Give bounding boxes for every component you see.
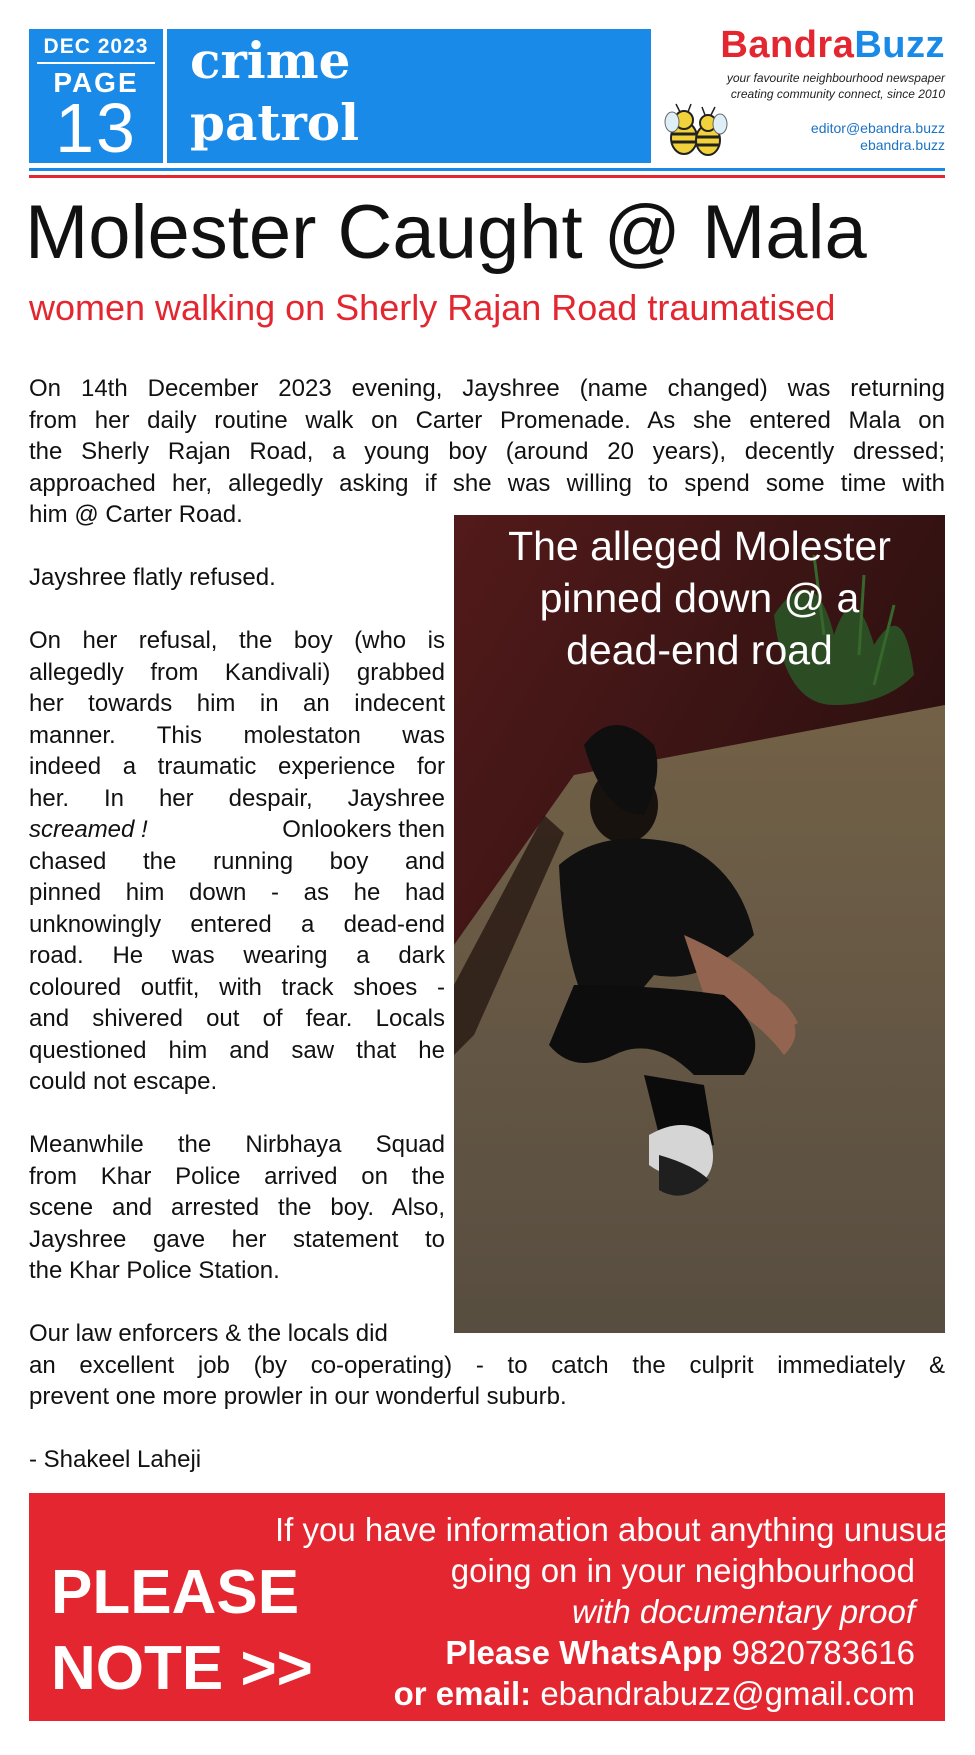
divider	[29, 175, 945, 178]
text-line: On 14th December 2023 evening, Jayshree (name changed) was returning	[29, 375, 945, 402]
text-line: an excellent job (by co-operating) - to catch the culprit immediately &	[29, 1351, 945, 1379]
website-link[interactable]: ebandra.buzz	[860, 137, 945, 153]
page-label: PAGE	[53, 67, 139, 98]
tagline-line: creating community connect, since 2010	[730, 87, 945, 101]
brand-name-part: Buzz	[854, 24, 945, 66]
byline	[29, 1444, 945, 1476]
text-line: chased the running boy and	[29, 847, 445, 875]
divider	[163, 29, 167, 163]
tagline-line: your favourite neighbourhood newspaper	[726, 71, 945, 85]
article-paragraph	[29, 625, 445, 1098]
email-line	[275, 1673, 915, 1714]
text-line: prevent one more prowler in our wonderful suburb.	[29, 1383, 567, 1410]
text-line: indeed a traumatic experience for	[29, 753, 445, 780]
text-line: and shivered out of fear. Locals	[29, 1005, 445, 1032]
text-line: her. In her despair, Jayshree	[29, 784, 445, 812]
text-line: approached her, allegedly asking if she was willing to spend some time with	[29, 469, 945, 497]
page-number: 13	[55, 89, 137, 167]
notice-heading-line: NOTE >>	[51, 1634, 313, 1703]
notice-banner	[29, 1493, 969, 1721]
text-line	[29, 814, 445, 846]
section-title	[190, 30, 630, 154]
email-link[interactable]: editor@ebandra.buzz	[810, 120, 945, 136]
text-line: Jayshree gave her statement to	[29, 1225, 445, 1253]
section-title-line: crime	[190, 31, 351, 90]
caption-line: dead-end road	[566, 627, 833, 673]
text-line: Onlookers then	[282, 816, 445, 843]
caption-line: The alleged Molester	[508, 523, 891, 569]
text-line: questioned him and saw that he	[29, 1036, 445, 1064]
text-line: Meanwhile the Nirbhaya Squad	[29, 1131, 445, 1158]
text-line: On her refusal, the boy (who is	[29, 627, 445, 654]
text-line: pinned him down - as he had	[29, 879, 445, 906]
notice-line: If you have information about anything unusual,	[275, 1511, 969, 1548]
whatsapp-number[interactable]: 9820783616	[731, 1634, 915, 1671]
text-line: her towards him in an indecent	[29, 690, 445, 717]
subheadline: women walking on Sherly Rajan Road traumatised	[29, 287, 836, 328]
brand-tagline	[640, 70, 945, 102]
text-line: Jayshree flatly refused.	[29, 564, 276, 591]
text-line: Our law enforcers & the locals did	[29, 1320, 388, 1347]
text-line: the Khar Police Station.	[29, 1257, 280, 1284]
caption-line: pinned down @ a	[539, 575, 860, 621]
bee-mascot-icon	[660, 100, 730, 166]
text-line: could not escape.	[29, 1068, 218, 1095]
emphasis-text: screamed !	[29, 816, 148, 843]
text-line: unknowingly entered a dead-end	[29, 910, 445, 938]
notice-heading	[51, 1555, 313, 1707]
contact-info	[740, 120, 945, 154]
text-line: him @ Carter Road.	[29, 501, 243, 528]
brand-logo	[660, 24, 945, 67]
text-line: road. He was wearing a dark	[29, 942, 445, 969]
whatsapp-line	[275, 1632, 915, 1673]
text-line: from her daily routine walk on Carter Promenade. As she entered Mala on	[29, 406, 945, 434]
notice-line: going on in your neighbourhood	[450, 1552, 915, 1589]
notice-heading-line: PLEASE	[51, 1558, 300, 1627]
photo-caption	[454, 520, 945, 676]
text-line: from Khar Police arrived on the	[29, 1162, 445, 1190]
contact-email[interactable]: ebandrabuzz@gmail.com	[540, 1675, 915, 1712]
divider	[29, 168, 945, 171]
text-line: allegedly from Kandivali) grabbed	[29, 658, 445, 686]
headline: Molester Caught @ Mala	[25, 190, 867, 275]
section-title-line: patrol	[190, 93, 360, 152]
text-line: manner. This molestaton was	[29, 721, 445, 749]
article-paragraph	[29, 373, 945, 531]
notice-text	[275, 1509, 969, 1714]
text-line: coloured outfit, with track shoes -	[29, 973, 445, 1001]
email-label: or email:	[393, 1675, 532, 1712]
notice-line: with documentary proof	[571, 1593, 915, 1630]
text-line: the Sherly Rajan Road, a young boy (around 20 years), decently dressed;	[29, 438, 945, 465]
issue-info	[29, 29, 163, 167]
article-paragraph	[29, 562, 445, 594]
whatsapp-label: Please WhatsApp	[445, 1634, 723, 1671]
article-paragraph	[29, 1129, 445, 1287]
author-name: - Shakeel Laheji	[29, 1446, 202, 1473]
divider	[37, 62, 155, 64]
text-line: scene and arrested the boy. Also,	[29, 1194, 445, 1221]
issue-month: DEC 2023	[43, 35, 149, 58]
brand-name-part: Bandra	[720, 24, 855, 66]
